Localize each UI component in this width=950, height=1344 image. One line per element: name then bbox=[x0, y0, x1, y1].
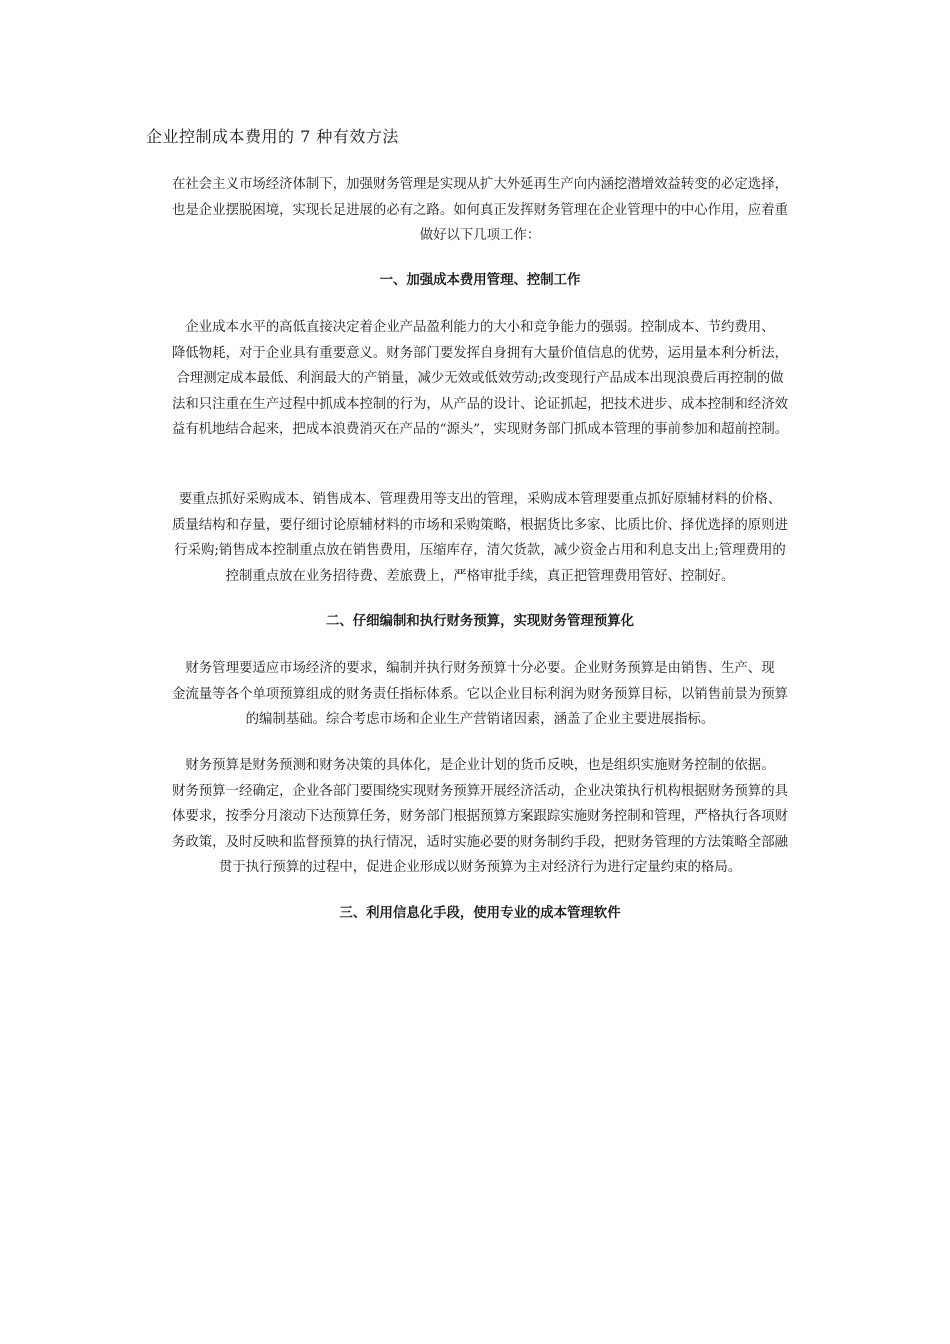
document-title: 企业控制成本费用的 7 种有效方法 bbox=[146, 127, 399, 146]
text-line: 务政策，及时反映和监督预算的执行情况，适时实施必要的财务制约手段，把财务管理的方法策略全部融 bbox=[172, 834, 788, 850]
intro-paragraph bbox=[144, 172, 816, 249]
text-line: 降低物耗，对于企业具有重要意义。财务部门要发挥自身拥有大量价值信息的优势，运用量本利分析法， bbox=[172, 345, 788, 361]
text-line: 要重点抓好采购成本、销售成本、管理费用等支出的管理，采购成本管理要重点抓好原辅材料的价格、 bbox=[178, 492, 782, 507]
section-1-paragraph-1 bbox=[144, 315, 816, 443]
text-line: 行采购;销售成本控制重点放在销售费用，压缩库存，清欠货款，减少资金占用和利息支出上;管理费用的 bbox=[174, 543, 786, 559]
text-line: 的编制基础。综合考虑市场和企业生产营销诸因素，涵盖了企业主要进展指标。 bbox=[245, 712, 715, 728]
section-heading-1: 一、加强成本费用管理、控制工作 bbox=[379, 273, 581, 288]
section-2-paragraph-2 bbox=[144, 753, 816, 881]
section-heading-3: 三、利用信息化手段，使用专业的成本管理软件 bbox=[339, 906, 621, 921]
text-line: 财务预算一经确定，企业各部门要围绕实现财务预算开展经济活动，企业决策执行机构根据财务预算的具 bbox=[172, 783, 788, 799]
text-line: 在社会主义市场经济体制下，加强财务管理是实现从扩大外延再生产向内涵挖潜增效益转变的必定选择， bbox=[172, 177, 788, 192]
text-line: 也是企业摆脱困境，实现长足进展的必有之路。如何真正发挥财务管理在企业管理中的中心作用，应着重 bbox=[172, 202, 788, 218]
section-heading-2: 二、仔细编制和执行财务预算，实现财务管理预算化 bbox=[326, 614, 634, 629]
text-line: 财务预算是财务预测和财务决策的具体化，是企业计划的货币反映，也是组织实施财务控制的依据。 bbox=[185, 758, 775, 773]
text-line: 做好以下几项工作： bbox=[419, 228, 541, 244]
text-line: 企业成本水平的高低直接决定着企业产品盈利能力的大小和竞争能力的强弱。控制成本、节约费用、 bbox=[185, 320, 775, 335]
text-line: 控制重点放在业务招待费、差旅费上，严格审批手续，真正把管理费用管好、控制好。 bbox=[225, 568, 735, 584]
text-line: 合理测定成本最低、利润最大的产销量，减少无效或低效劳动;改变现行产品成本出现浪费后再控制的做 bbox=[176, 371, 784, 387]
text-line: 体要求，按季分月滚动下达预算任务，财务部门根据预算方案跟踪实施财务控制和管理，严格执行各项财 bbox=[172, 809, 788, 825]
section-2-paragraph-1 bbox=[144, 656, 816, 733]
text-line: 金流量等各个单项预算组成的财务责任指标体系。它以企业目标利润为财务预算目标，以销售前景为预算 bbox=[172, 686, 788, 702]
text-line: 财务管理要适应市场经济的要求，编制并执行财务预算十分必要。企业财务预算是由销售、生产、现 bbox=[185, 661, 775, 676]
text-line: 益有机地结合起来，把成本浪费消灭在产品的“源头”，实现财务部门抓成本管理的事前参加和超前控制。 bbox=[171, 422, 789, 438]
text-line: 法和只注重在生产过程中抓成本控制的行为，从产品的设计、论证抓起，把技术进步、成本控制和经济效 bbox=[172, 396, 788, 412]
text-line: 贯于执行预算的过程中，促进企业形成以财务预算为主对经济行为进行定量约束的格局。 bbox=[218, 860, 742, 876]
section-1-paragraph-2 bbox=[144, 487, 816, 589]
text-line: 质量结构和存量，要仔细讨论原辅材料的市场和采购策略，根据货比多家、比质比价、择优选择的原则进 bbox=[172, 517, 788, 533]
